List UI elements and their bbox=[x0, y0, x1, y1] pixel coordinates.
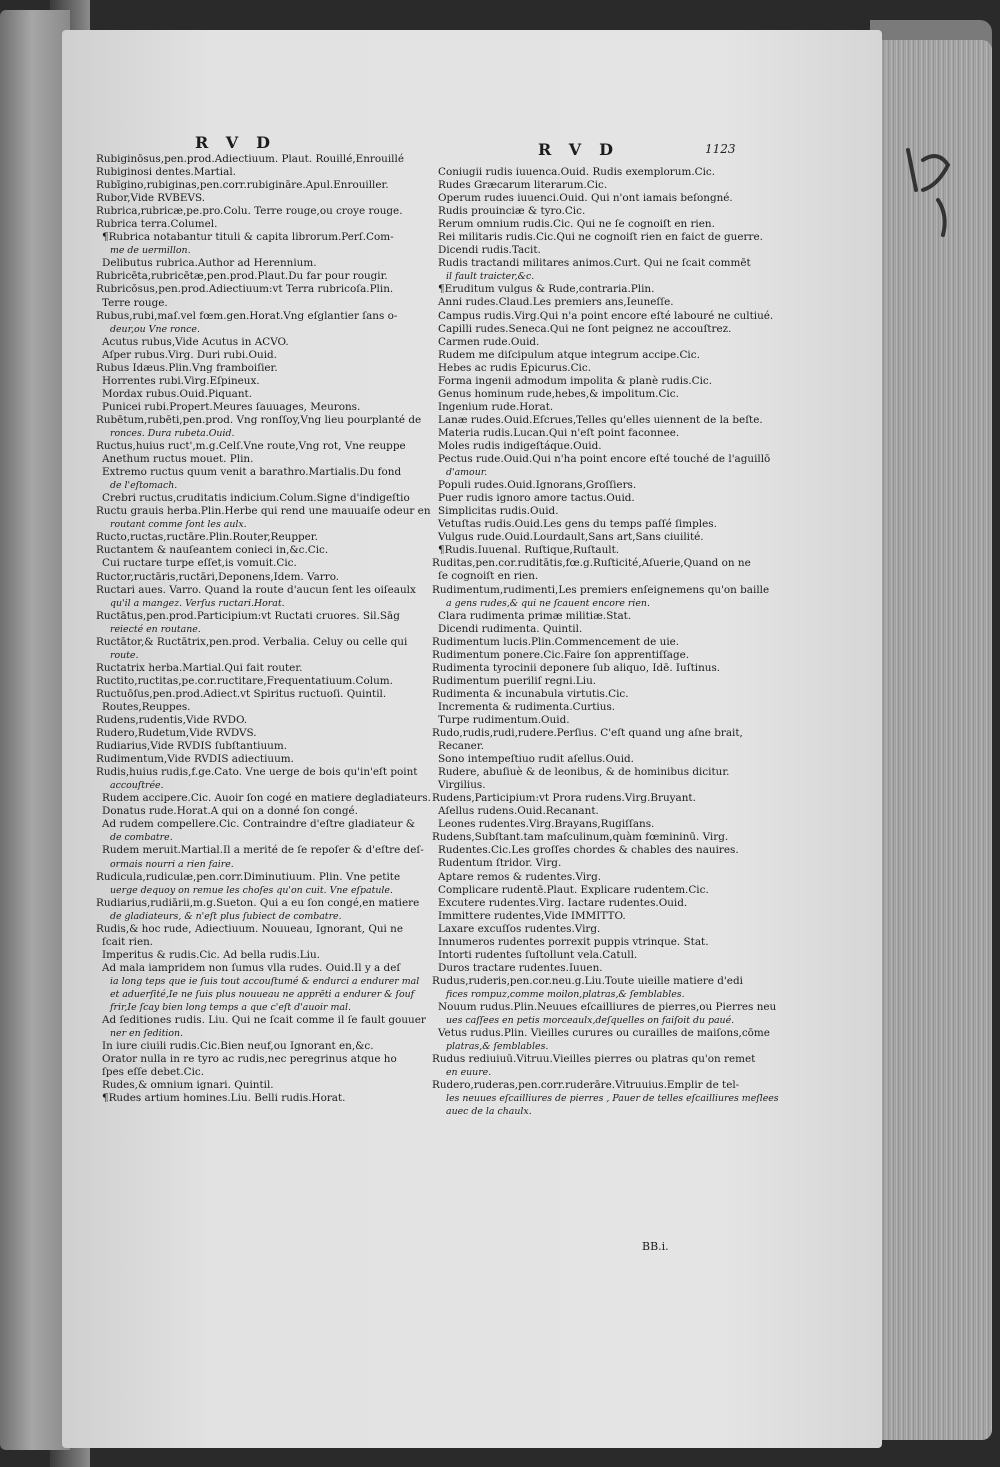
entry-line: Rubricōsus,pen.prod.Adiectiuum:vt Terra rubricoſa.Plin. bbox=[96, 283, 394, 296]
entry-line: Rerum omnium rudis.Cic. Qui ne ſe cognoiſt en rien. bbox=[438, 218, 715, 231]
entry-line: ¶Rudes artium homines.Liu. Belli rudis.Horat. bbox=[102, 1092, 346, 1105]
entry-line: Anethum ructus mouet. Plin. bbox=[102, 453, 254, 466]
entry-line: Complicare rudentē.Plaut. Explicare rudentem.Cic. bbox=[438, 883, 709, 896]
entry-line: Rudimentum pueriliſ regni.Liu. bbox=[432, 674, 597, 687]
running-head-right: RVD bbox=[538, 140, 632, 159]
entry-line: Nouum rudus.Plin.Neuues eſcailliures de pierres,ou Pierres neu bbox=[438, 1001, 777, 1013]
entry-line: Delibutus rubrica.Author ad Herennium. bbox=[102, 257, 317, 270]
entry-line: auec de la chaulx. bbox=[446, 1106, 532, 1118]
entry-line: ſcait rien. bbox=[102, 935, 154, 948]
entry-line: Ructari aues. Varro. Quand la route d'aucun ſent les oiſeaulx bbox=[96, 583, 416, 596]
entry-line: Rudens,Subſtant.tam maſculinum,quàm fœmininū. Virg. bbox=[432, 831, 729, 844]
entry-line: Dicendi rudimenta. Quintil. bbox=[438, 622, 583, 635]
entry-line: Rubus,rubi,maſ.vel fœm.gen.Horat.Vng eſglantier ſans o- bbox=[96, 309, 398, 322]
entry-line: fices rompuz,comme moilon,platras,& ſemblables. bbox=[446, 988, 685, 1000]
entry-line: Extremo ructus quum venit a barathro.Martialis.Du fond bbox=[102, 466, 402, 479]
entry-line: ner en ſedition. bbox=[110, 1028, 184, 1040]
entry-line: Rudero,ruderas,pen.corr.ruderāre.Vitruuius.Emplir de tel- bbox=[432, 1079, 740, 1092]
entry-line: Imperitus & rudis.Cic. Ad bella rudis.Liu. bbox=[102, 948, 320, 961]
entry-line: Rubiginosi dentes.Martial. bbox=[96, 166, 236, 179]
entry-line: Punicei rubi.Propert.Meures ſauuages, Meurons. bbox=[102, 400, 361, 413]
entry-line: Cui ructare turpe eſſet,is vomuit.Cic. bbox=[102, 557, 297, 570]
entry-line: Rudimentum,Vide RVDIS adiectiuum. bbox=[96, 753, 294, 766]
signature-mark: BB.i. bbox=[642, 1240, 669, 1253]
entry-line: Ructu grauis herba.Plin.Herbe qui rend une mauuaiſe odeur en bbox=[96, 505, 431, 518]
entry-line: Populi rudes.Ouid.Ignorans,Groſſiers. bbox=[438, 479, 637, 492]
entry-line: Routes,Reuppes. bbox=[102, 700, 191, 713]
entry-line: Forma ingenii admodum impolita & planè rudis.Cic. bbox=[438, 374, 713, 387]
entry-line: ues caſſees en petis morceaulx,deſquelles on faiſoit du paué. bbox=[446, 1015, 735, 1027]
entry-line: Rudimentum lucis.Plin.Commencement de uie. bbox=[432, 635, 680, 648]
entry-line: Innumeros rudentes porrexit puppis vtrinque. Stat. bbox=[438, 935, 709, 948]
entry-line: Excutere rudentes.Virg. Iactare rudentes.Ouid. bbox=[438, 896, 688, 909]
entry-line: Ructito,ructitas,pe.cor.ructitare,Frequentatiuum.Colum. bbox=[96, 674, 393, 687]
entry-line: Intorti rudentes ſuſtollunt vela.Catull. bbox=[438, 948, 638, 961]
entry-line: Hebes ac rudis Epicurus.Cic. bbox=[438, 361, 591, 374]
entry-line: Rudes Græcarum literarum.Cic. bbox=[438, 179, 608, 192]
entry-line: deur,ou Vne ronce. bbox=[110, 323, 200, 335]
entry-line: Moles rudis indigeſtáque.Ouid. bbox=[438, 439, 602, 452]
entry-line: Immittere rudentes,Vide IMMITTO. bbox=[438, 909, 626, 922]
entry-line: Ructātor,& Ructātrix,pen.prod. Verbalia. Celuy ou celle qui bbox=[96, 635, 408, 648]
entry-line: Rudo,rudis,rudi,rudere.Perſius. C'eſt quand ung aſne brait, bbox=[432, 727, 743, 740]
entry-line: Rubricēta,rubricētæ,pen.prod.Plaut.Du far pour rougir. bbox=[96, 270, 388, 283]
entry-line: Rubus Idæus.Plin.Vng framboiſier. bbox=[96, 361, 278, 374]
entry-line: platras,& ſemblables. bbox=[446, 1041, 549, 1053]
entry-line: Ructatrix herba.Martial.Qui fait router. bbox=[96, 661, 303, 674]
entry-line: de combatre. bbox=[110, 832, 173, 844]
running-head-left: RVD bbox=[195, 133, 289, 152]
left-column bbox=[96, 153, 431, 1105]
entry-line: Rudem accipere.Cic. Auoir ſon cogé en matiere degladiateurs. bbox=[102, 792, 431, 805]
entry-line: Rudis,& hoc rude, Adiectiuum. Nouueau, Ignorant, Qui ne bbox=[96, 922, 403, 935]
entry-line: frir,Ie ſcay bien long temps a que c'eſt d'auoir mal. bbox=[110, 1002, 351, 1014]
entry-line: Donatus rude.Horat.A qui on a donné ſon congé. bbox=[102, 805, 358, 818]
entry-line: Coniugii rudis iuuenca.Ouid. Rudis exemplorum.Cic. bbox=[438, 166, 716, 178]
entry-line: Ructuōſus,pen.prod.Adiect.vt Spiritus ructuoſi. Quintil. bbox=[96, 687, 387, 700]
entry-line: Leones rudentes.Virg.Brayans,Rugiſſans. bbox=[438, 818, 655, 831]
entry-line: qu'il a mangez. Verſus ructari.Horat. bbox=[110, 597, 285, 609]
entry-line: Rei militaris rudis.Cic.Qui ne cognoiſt rien en faict de guerre. bbox=[438, 231, 763, 244]
entry-line: Sono intempeſtiuo rudit aſellus.Ouid. bbox=[438, 753, 634, 766]
entry-line: Anni rudes.Claud.Les premiers ans,Ieuneſſe. bbox=[438, 296, 674, 309]
entry-line: Turpe rudimentum.Ouid. bbox=[438, 713, 570, 726]
handwritten-mark-icon bbox=[888, 130, 978, 250]
entry-line: Ruditas,pen.cor.ruditātis,fœ.g.Ruſticité,Aſuerie,Quand on ne bbox=[432, 557, 751, 570]
entry-line: Rudimentum,rudimenti,Les premiers enſeignemens qu'on baille bbox=[432, 583, 770, 596]
entry-line: Ructantem & nauſeantem conieci in,&c.Cic. bbox=[96, 544, 329, 557]
entry-line: ronces. Dura rubeta.Ouid. bbox=[110, 427, 235, 439]
entry-line: Acutus rubus,Vide Acutus in ACVO. bbox=[102, 335, 289, 348]
entry-line: Rudero,Rudetum,Vide RVDVS. bbox=[96, 727, 257, 740]
entry-line: ſpes eſſe debet.Cic. bbox=[102, 1066, 205, 1079]
entry-line: Ructus,huius ruct',m.g.Celſ.Vne route,Vng rot, Vne reuppe bbox=[96, 440, 406, 453]
entry-line: Incrementa & rudimenta.Curtius. bbox=[438, 700, 616, 713]
entry-line: Lanæ rudes.Ouid.Eſcrues,Telles qu'elles uiennent de la beſte. bbox=[438, 413, 763, 426]
entry-line: en euure. bbox=[446, 1067, 492, 1079]
entry-line: Simplicitas rudis.Ouid. bbox=[438, 505, 559, 518]
entry-line: Rubor,Vide RVBEVS. bbox=[96, 192, 206, 205]
entry-line: Rudiarius,Vide RVDIS ſubſtantiuum. bbox=[96, 740, 287, 753]
entry-line: Rudem me diſcipulum atque integrum accipe.Cic. bbox=[438, 348, 700, 361]
entry-line: Mordax rubus.Ouid.Piquant. bbox=[102, 387, 253, 400]
entry-line: Rudicula,rudiculæ,pen.corr.Diminutiuum. Plin. Vne petite bbox=[96, 870, 401, 883]
entry-line: Rudis prouinciæ & tyro.Cic. bbox=[438, 205, 586, 218]
entry-line: Campus rudis.Virg.Qui n'a point encore eſté labouré ne cultiué. bbox=[438, 309, 774, 322]
entry-line: Ingenium rude.Horat. bbox=[438, 400, 554, 413]
entry-line: Rudis,huius rudis,f.ge.Cato. Vne uerge de bois qu'in'eſt point bbox=[96, 766, 418, 779]
entry-line: les neuues eſcailliures de pierres , Pauer de telles eſcailliures meſlees bbox=[446, 1093, 779, 1105]
entry-line: ſe cognoiſt en rien. bbox=[438, 570, 539, 583]
entry-line: route. bbox=[110, 649, 139, 661]
entry-line: ¶Rudis.Iuuenal. Ruſtique,Ruſtault. bbox=[438, 544, 620, 557]
entry-line: Operum rudes iuuenci.Ouid. Qui n'ont iamais beſongné. bbox=[438, 192, 733, 205]
entry-line: Rudimenta & incunabula virtutis.Cic. bbox=[432, 687, 629, 700]
entry-line: Ructor,ructāris,ructāri,Deponens,Idem. Varro. bbox=[96, 570, 340, 583]
entry-line: Ad mala iampridem non ſumus vlla rudes. Ouid.Il y a deſ bbox=[102, 961, 401, 974]
entry-line: Ad ſeditiones rudis. Liu. Qui ne ſcait comme il ſe fault gouuer bbox=[102, 1014, 426, 1027]
entry-line: Rudentes.Cic.Les groſſes chordes & chables des nauires. bbox=[438, 844, 739, 857]
entry-line: me de uermillon. bbox=[110, 245, 191, 257]
entry-line: uerge dequoy on remue les choſes qu'on cuit. Vne eſpatule. bbox=[110, 884, 393, 896]
entry-line: Crebri ructus,cruditatis indicium.Colum.Signe d'indigeſtio bbox=[102, 492, 410, 505]
entry-line: Vetuſtas rudis.Ouid.Les gens du temps paſſé ſimples. bbox=[438, 518, 717, 531]
entry-line: Rudimentum ponere.Cic.Faire ſon apprentiſſage. bbox=[432, 648, 690, 661]
entry-line: Rubrica terra.Columel. bbox=[96, 218, 218, 231]
page-stack-edges bbox=[880, 40, 992, 1440]
entry-line: ia long teps que ie ſuis tout accouſtumé & endurci a endurer mal bbox=[110, 975, 420, 987]
entry-line: il fault traicter,&c. bbox=[446, 271, 535, 283]
entry-line: Aptare remos & rudentes.Virg. bbox=[438, 870, 602, 883]
entry-line: d'amour. bbox=[446, 467, 488, 479]
entry-line: Genus hominum rude,hebes,& impolitum.Cic. bbox=[438, 387, 679, 400]
entry-line: In iure ciuili rudis.Cic.Bien neuf,ou Ignorant en,&c. bbox=[102, 1040, 374, 1053]
entry-line: Rudere, abuſiuè & de leonibus, & de hominibus dicitur. bbox=[438, 766, 730, 779]
entry-line: Carmen rude.Ouid. bbox=[438, 335, 540, 348]
entry-line: Pectus rude.Ouid.Qui n'ha point encore eſté touché de l'aguillō bbox=[438, 453, 771, 466]
entry-line: Puer rudis ignoro amore tactus.Ouid. bbox=[438, 492, 635, 505]
entry-line: routant comme ſont les aulx. bbox=[110, 519, 247, 531]
entry-line: Dicendi rudis.Tacit. bbox=[438, 244, 541, 257]
entry-line: Recaner. bbox=[438, 740, 484, 753]
entry-line: Rudis tractandi militares animos.Curt. Qui ne ſcait commēt bbox=[438, 257, 751, 270]
entry-line: Virgilius. bbox=[438, 779, 486, 792]
entry-line: Vulgus rude.Ouid.Lourdault,Sans art,Sans ciuilité. bbox=[438, 531, 704, 544]
entry-line: Vetus rudus.Plin. Vieilles curures ou curailles de maiſons,cōme bbox=[438, 1027, 770, 1040]
entry-line: Ad rudem compellere.Cic. Contraindre d'eſtre gladiateur & bbox=[102, 818, 416, 831]
entry-line: Capilli rudes.Seneca.Qui ne ſont peignez ne accouſtrez. bbox=[438, 322, 732, 335]
entry-line: Orator nulla in re tyro ac rudis,nec peregrinus atque ho bbox=[102, 1053, 397, 1066]
right-column bbox=[432, 166, 779, 1118]
entry-line: Rudiarius,rudiārii,m.g.Sueton. Qui a eu ſon congé,en matiere bbox=[96, 896, 420, 909]
entry-line: ormais nourri a rien faire. bbox=[110, 858, 234, 870]
entry-line: Rudens,Participium:vt Prora rudens.Virg.Bruyant. bbox=[432, 792, 696, 805]
entry-line: reiecté en routane. bbox=[110, 623, 201, 635]
folio-number: 1123 bbox=[705, 142, 736, 156]
entry-line: Terre rouge. bbox=[102, 296, 168, 309]
previous-page-edge bbox=[0, 10, 70, 1450]
entry-line: accouſtrée. bbox=[110, 780, 164, 792]
entry-line: Rubētum,rubēti,pen.prod. Vng ronſſoy,Vng lieu pourplanté de bbox=[96, 413, 422, 426]
entry-line: Rudens,rudentis,Vide RVDO. bbox=[96, 714, 248, 727]
entry-line: Ructo,ructas,ructāre.Plin.Router,Reupper. bbox=[96, 531, 318, 544]
entry-line: Duros tractare rudentes.Iuuen. bbox=[438, 961, 603, 974]
entry-line: a gens rudes,& qui ne ſcauent encore rien. bbox=[446, 597, 650, 609]
entry-line: ¶Rubrica notabantur tituli & capita librorum.Perſ.Com- bbox=[102, 231, 394, 244]
entry-line: de gladiateurs, & n'eſt plus ſubiect de combatre. bbox=[110, 910, 342, 922]
entry-line: Rudes,& omnium ignari. Quintil. bbox=[102, 1079, 274, 1092]
entry-line: de l'eſtomach. bbox=[110, 480, 178, 492]
entry-line: et aduerſité,Ie ne ſuis plus nouueau ne apprēti a endurer & ſouf bbox=[110, 989, 415, 1000]
entry-line: Rubīgino,rubiginas,pen.corr.rubigināre.Apul.Enrouiller. bbox=[96, 179, 389, 192]
entry-line: Clara rudimenta primæ militiæ.Stat. bbox=[438, 609, 632, 622]
entry-line: ¶Eruditum vulgus & Rude,contraria.Plin. bbox=[438, 283, 655, 296]
entry-line: Rudus,ruderis,pen.cor.neu.g.Liu.Toute uieille matiere d'edi bbox=[432, 974, 743, 987]
entry-line: Aſellus rudens.Ouid.Recanant. bbox=[438, 805, 599, 818]
entry-line: Rudem meruit.Martial.Il a merité de ſe repoſer & d'eſtre deſ- bbox=[102, 844, 424, 857]
entry-line: Rudimenta tyrocinii deponere ſub aliquo, Idē. Iuſtinus. bbox=[432, 661, 721, 674]
entry-line: Aſper rubus.Virg. Duri rubi.Ouid. bbox=[102, 348, 277, 361]
entry-line: Laxare excuſſos rudentes.Virg. bbox=[438, 922, 601, 935]
entry-line: Materia rudis.Lucan.Qui n'eſt point faconnee. bbox=[438, 426, 680, 439]
entry-line: Rubiginōsus,pen.prod.Adiectiuum. Plaut. Rouillé,Enrouillé bbox=[96, 153, 404, 165]
entry-line: Ructātus,pen.prod.Participium:vt Ructati cruores. Sil.Sāg bbox=[96, 609, 400, 622]
entry-line: Rudus rediuiuū.Vitruu.Vieilles pierres ou platras qu'on remet bbox=[432, 1053, 756, 1066]
entry-line: Rubrica,rubricæ,pe.pro.Colu. Terre rouge,ou croye rouge. bbox=[96, 205, 403, 218]
entry-line: Horrentes rubi.Virg.Eſpineux. bbox=[102, 374, 260, 387]
entry-line: Rudentum ſtridor. Virg. bbox=[438, 857, 562, 870]
